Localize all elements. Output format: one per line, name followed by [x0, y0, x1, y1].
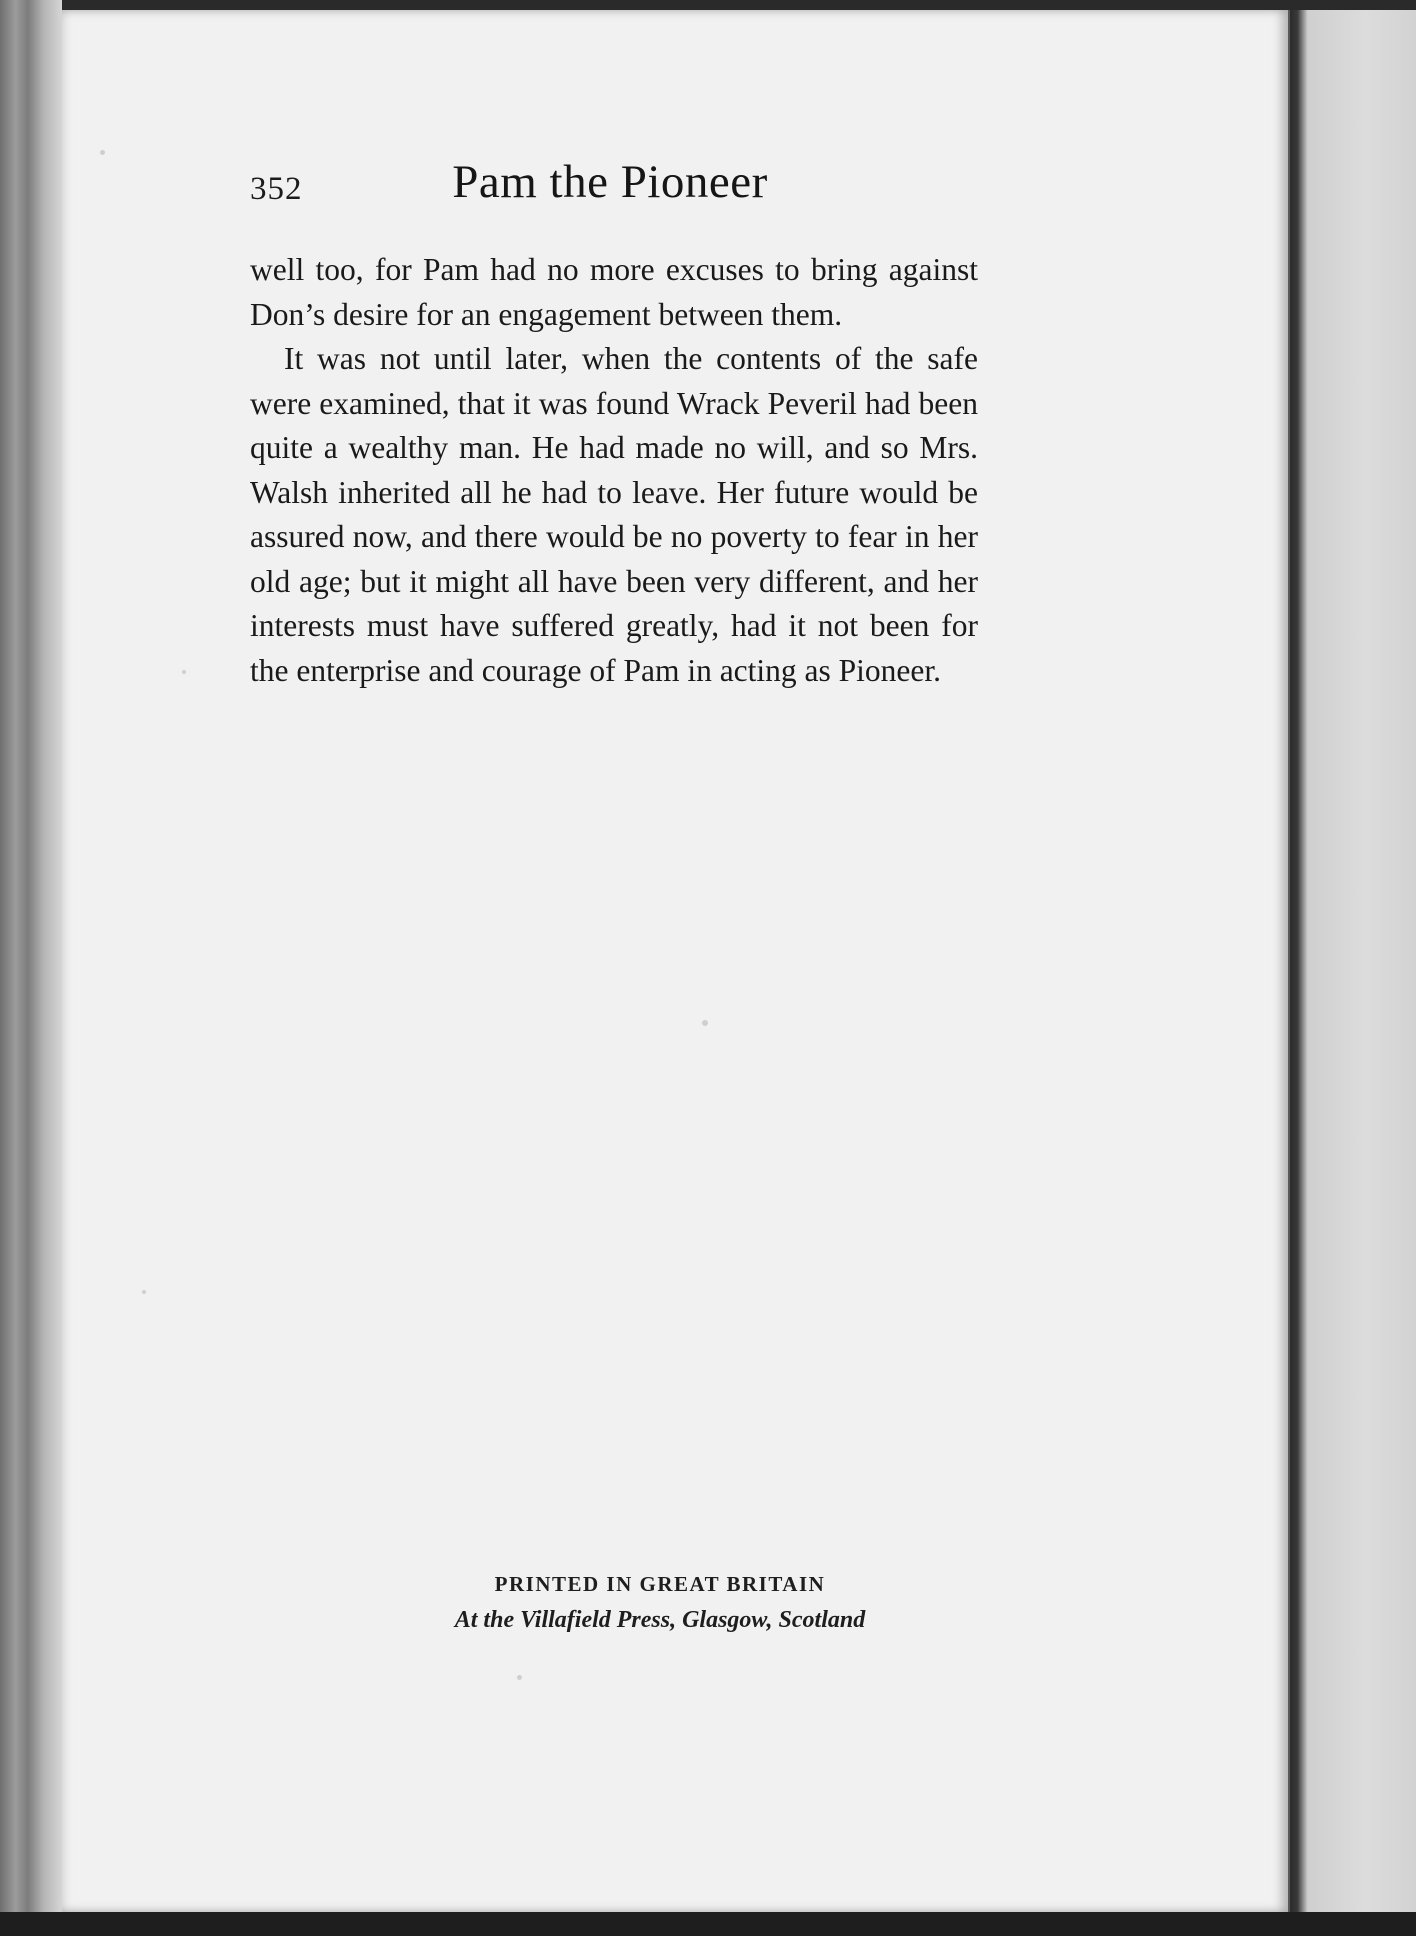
- printer-colophon: [300, 1572, 1020, 1634]
- running-head: [250, 155, 970, 215]
- colophon-printed-in: PRINTED IN GREAT BRITAIN: [494, 1572, 826, 1596]
- colophon-press: At the Villafield Press, Glasgow, Scotland: [454, 1607, 866, 1633]
- paragraph-2: It was not until later, when the contents of the safe were examined, that it was found Wrack Peveril had been quite a wealthy man. He had made no will, and so Mrs. Walsh inherited all he had to leave. Her future would be assured now, and there would be no poverty to fear in her old age; but it might all have been very different, and her interests must have suffered greatly, had it not been for the enterprise and courage of Pam in acting as Pioneer.: [250, 341, 978, 688]
- adjacent-page-edge: [1290, 10, 1416, 1912]
- book-title: Pam the Pioneer: [452, 156, 768, 208]
- body-text: [250, 248, 978, 693]
- book-binding-edge: [0, 0, 62, 1936]
- top-edge: [0, 0, 1416, 10]
- bottom-edge: [0, 1912, 1416, 1936]
- page-number: 352: [250, 171, 303, 207]
- paragraph-1: well too, for Pam had no more excuses to bring against Don’s desire for an engagement between them.: [250, 252, 978, 332]
